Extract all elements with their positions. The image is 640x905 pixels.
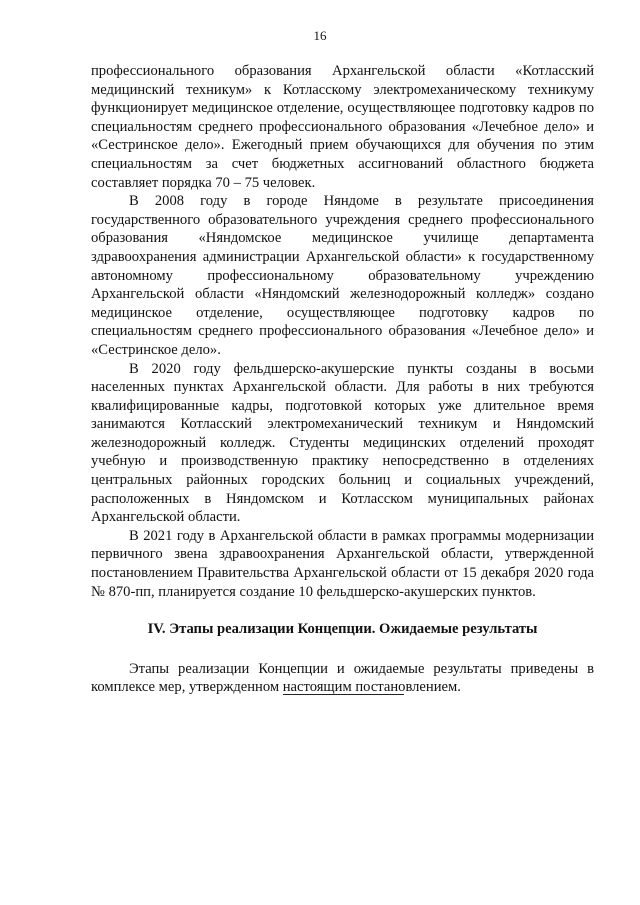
- paragraph-continuation: профессионального образования Архангельской области «Котласский медицинский техникум» к Котласскому электромеханическому техникуму функционирует медицинское отделение, осуществляющее подготовку кадров по специальностям среднего профессионального образования «Лечебное дело» и «Сестринское дело». Ежегодный прием обучающихся для обучения по этим специальностям за счет бюджетных ассигнований областного бюджета составляет порядка 70 – 75 человек.: [91, 63, 594, 191]
- section-paragraph: Этапы реализации Концепции и ожидаемые результаты приведены в комплексе мер, утвержденном настоящим постановлением.: [91, 660, 594, 696]
- paragraph-nyandoma-2008: В 2008 году в городе Няндоме в результате присоединения государственного образовательного учреждения среднего профессионального образования «Няндомское медицинское училище департамента здравоохранения администрации Архангельской области» к государственному автономному профессиональному образовательному учреждению Архангельской области «Няндомский железнодорожный колледж» создано медицинское отделение, осуществляющее подготовку кадров по специальностям среднего профессионального образования «Лечебное дело» и «Сестринское дело».: [91, 193, 594, 358]
- closing-divider: [283, 694, 404, 695]
- page-number: 16: [313, 28, 327, 43]
- section-heading: IV. Этапы реализации Концепции. Ожидаемые результаты: [147, 621, 538, 638]
- document-body: [91, 62, 594, 697]
- paragraph-fap-2020: В 2020 году фельдшерско-акушерские пункты созданы в восьми населенных пунктах Архангельской области. Для работы в них требуются квалифицированные кадры, подготовкой которых уже длительное время занимаются Котласский электромеханический техникум и Няндомский железнодорожный колледж. Студенты медицинских отделений проходят учебную и производственную практику непосредственно в отделениях центральных районных городских больниц и социальных учреждений, расположенных в Няндомском и Котласском муниципальных районах Архангельской области.: [91, 360, 594, 526]
- paragraph-modernization-2021: В 2021 году в Архангельской области в рамках программы модернизации первичного звена здравоохранения Архангельской области, утвержденной постановлением Правительства Архангельской области от 15 декабря 2020 года № 870-пп, планируется создание 10 фельдшерско-акушерских пунктов.: [91, 527, 594, 600]
